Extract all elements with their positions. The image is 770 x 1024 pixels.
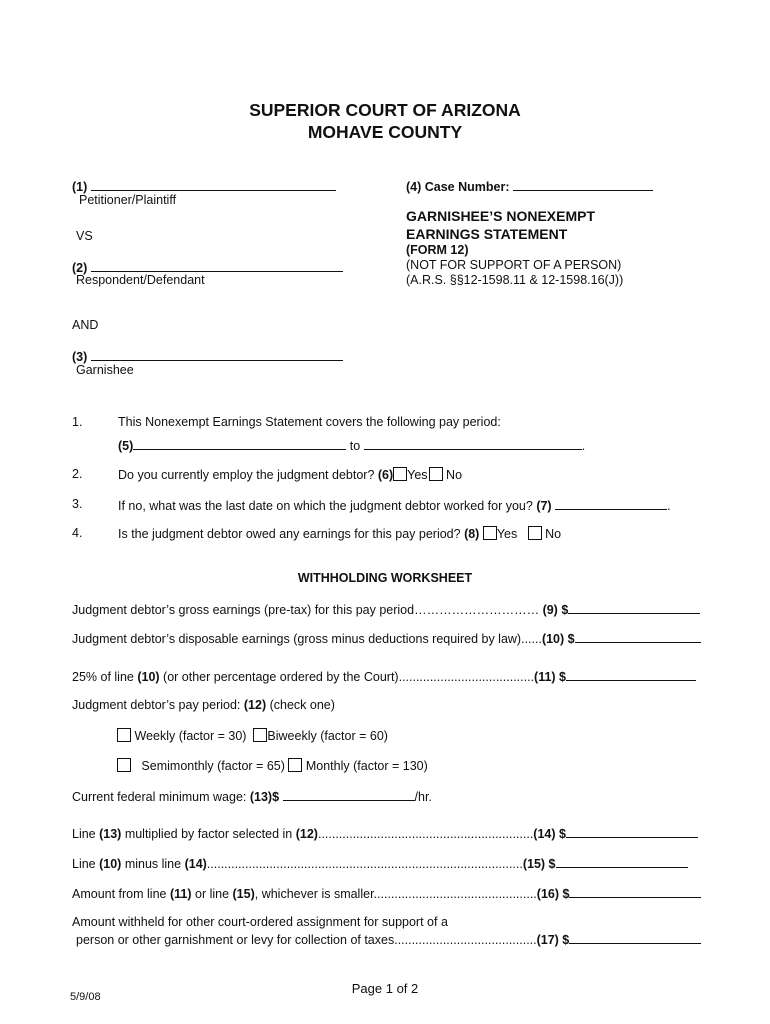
garnishee-label: Garnishee — [76, 363, 134, 377]
line-16-ref-b: (15) — [232, 887, 255, 901]
line-14-field[interactable] — [566, 825, 698, 838]
monthly-label: Monthly (factor = 130) — [305, 759, 428, 773]
line-13-code: (13)$ — [249, 790, 280, 804]
last-date-field[interactable] — [555, 497, 667, 510]
court-title: SUPERIOR COURT OF ARIZONA — [249, 100, 521, 120]
item-2-text: Do you currently employ the judgment debtor? — [118, 468, 375, 482]
line-14-ref-b: (12) — [295, 827, 318, 841]
form-title-line1: GARNISHEE’S NONEXEMPT — [406, 208, 596, 224]
line-15-ref-b: (14) — [184, 857, 207, 871]
form-title-line2: EARNINGS STATEMENT — [406, 226, 568, 242]
item-4-number: 4. — [72, 526, 83, 540]
owed-yes-label: Yes — [496, 527, 518, 541]
item-2-number: 2. — [72, 467, 83, 481]
line-13-row — [72, 788, 432, 804]
line-14-dots: .............................................................. — [317, 827, 534, 841]
field-num-3: (3) — [72, 350, 88, 364]
line-12-ref: (12) — [243, 698, 267, 712]
line-16-text-e: , whichever is smaller — [254, 887, 374, 901]
pay-period-row — [118, 437, 585, 453]
line-9-code: (9) $ — [542, 603, 569, 617]
item-4-row — [118, 526, 561, 541]
weekly-label: Weekly (factor = 30) — [134, 729, 247, 743]
revision-date: 5/9/08 — [70, 991, 101, 1003]
line-15-text-c: minus line — [121, 857, 185, 871]
semimonthly-checkbox[interactable] — [117, 758, 131, 772]
line-16-row — [72, 885, 701, 901]
owed-no-checkbox[interactable] — [528, 526, 542, 540]
biweekly-checkbox[interactable] — [253, 728, 267, 742]
petitioner-row — [72, 178, 336, 194]
form-number: (FORM 12) — [406, 243, 469, 257]
respondent-label: Respondent/Defendant — [76, 273, 205, 287]
line-15-text-a: Line — [72, 857, 100, 871]
pay-period-from-field[interactable] — [133, 437, 346, 450]
garnishee-field[interactable] — [91, 348, 343, 361]
line-14-ref-a: (13) — [99, 827, 122, 841]
item-1-text: This Nonexempt Earnings Statement covers the following pay period: — [118, 415, 501, 429]
line-12-row — [72, 698, 335, 712]
line-9-row — [72, 601, 700, 617]
gross-earnings-field[interactable] — [568, 601, 700, 614]
line-11-code: (11) $ — [534, 670, 566, 684]
line-12-text-c: (check one) — [266, 698, 335, 712]
line-16-code: (16) $ — [536, 887, 570, 901]
line-11-row — [72, 668, 696, 684]
line-15-dots: ........................................................................................... — [206, 857, 523, 871]
pay-period-options-row1 — [117, 728, 388, 743]
field-num-8: (8) — [464, 527, 480, 541]
form-statute: (A.R.S. §§12-1598.11 & 12-1598.16(J)) — [406, 273, 624, 287]
line-13-text: Current federal minimum wage: — [72, 790, 250, 804]
line-15-ref-a: (10) — [99, 857, 122, 871]
line-14-row — [72, 825, 698, 841]
garnishee-row — [72, 348, 343, 364]
page-number: Page 1 of 2 — [351, 981, 419, 996]
line-17-row — [76, 931, 701, 947]
line-11-text-a: 25% of line — [72, 670, 138, 684]
and-label: AND — [72, 318, 99, 332]
respondent-field[interactable] — [91, 259, 343, 272]
to-label: to — [349, 439, 361, 453]
biweekly-label: Biweekly (factor = 60) — [267, 729, 388, 743]
line-16-field[interactable] — [569, 885, 701, 898]
employ-yes-checkbox[interactable] — [393, 467, 407, 481]
owed-no-label: No — [545, 527, 562, 541]
line-9-text: Judgment debtor’s gross earnings (pre-tax) for this pay period — [72, 603, 415, 617]
item-1-number: 1. — [72, 415, 83, 429]
line-10-text: Judgment debtor’s disposable earnings (gross minus deductions required by law)...... — [72, 632, 542, 646]
item-3-row — [118, 497, 671, 513]
line-14-text-a: Line — [72, 827, 100, 841]
item-4-text: Is the judgment debtor owed any earnings for this pay period? — [118, 527, 461, 541]
line-15-field[interactable] — [556, 855, 688, 868]
field-num-2: (2) — [72, 261, 88, 275]
item-3-text: If no, what was the last date on which the judgment debtor worked for you? — [118, 499, 533, 513]
line-17-text-2: person or other garnishment or levy for collection of taxes — [76, 933, 395, 947]
case-number-row — [406, 178, 653, 194]
line-9-dots: ………………………… — [414, 603, 540, 617]
item-2-row — [118, 467, 462, 482]
period-end: . — [581, 439, 586, 453]
line-16-ref-a: (11) — [169, 887, 192, 901]
field-num-7: (7) — [536, 499, 552, 513]
county-title: MOHAVE COUNTY — [307, 122, 463, 142]
field-num-1: (1) — [72, 180, 88, 194]
form-note: (NOT FOR SUPPORT OF A PERSON) — [406, 258, 622, 272]
line-11-ref: (10) — [137, 670, 160, 684]
line-15-code: (15) $ — [522, 857, 556, 871]
vs-label: VS — [76, 229, 93, 243]
owed-yes-checkbox[interactable] — [483, 526, 497, 540]
pay-period-options-row2 — [117, 758, 428, 773]
line-16-text-c: or line — [191, 887, 233, 901]
line-17-dots: ......................................... — [394, 933, 537, 947]
line-16-text-a: Amount from line — [72, 887, 170, 901]
minimum-wage-field[interactable] — [283, 788, 415, 801]
employ-no-checkbox[interactable] — [429, 467, 443, 481]
line-17-text-1: Amount withheld for other court-ordered assignment for support of a — [72, 915, 448, 929]
pay-period-to-field[interactable] — [364, 437, 582, 450]
line-15-row — [72, 855, 688, 871]
line-17-field[interactable] — [569, 931, 701, 944]
field-num-5: (5) — [118, 439, 134, 453]
item-3-end: . — [667, 499, 671, 513]
disposable-earnings-field[interactable] — [575, 630, 701, 643]
case-number-field[interactable] — [513, 178, 653, 191]
petitioner-field[interactable] — [91, 178, 336, 191]
line-14-text-c: multiplied by factor selected in — [121, 827, 296, 841]
weekly-checkbox[interactable] — [117, 728, 131, 742]
item-3-number: 3. — [72, 497, 83, 511]
worksheet-heading: WITHHOLDING WORKSHEET — [297, 571, 473, 585]
line-10-code: (10) $ — [541, 632, 575, 646]
line-10-row — [72, 630, 701, 646]
petitioner-label: Petitioner/Plaintiff — [79, 193, 177, 207]
employ-yes-label: Yes — [407, 468, 428, 482]
case-number-label: (4) Case Number: — [406, 180, 510, 194]
percentage-field[interactable] — [566, 668, 696, 681]
employ-no-label: No — [446, 468, 463, 482]
line-16-dots: ............................................... — [373, 887, 537, 901]
monthly-checkbox[interactable] — [288, 758, 302, 772]
semimonthly-label: Semimonthly (factor = 65) — [141, 759, 285, 773]
line-12-text-a: Judgment debtor’s pay period: — [72, 698, 244, 712]
line-11-text-c: (or other percentage ordered by the Court)....................................... — [159, 670, 535, 684]
field-num-6: (6) — [377, 468, 394, 482]
line-17-code: (17) $ — [536, 933, 570, 947]
line-13-unit: /hr. — [414, 790, 432, 804]
line-14-code: (14) $ — [533, 827, 566, 841]
